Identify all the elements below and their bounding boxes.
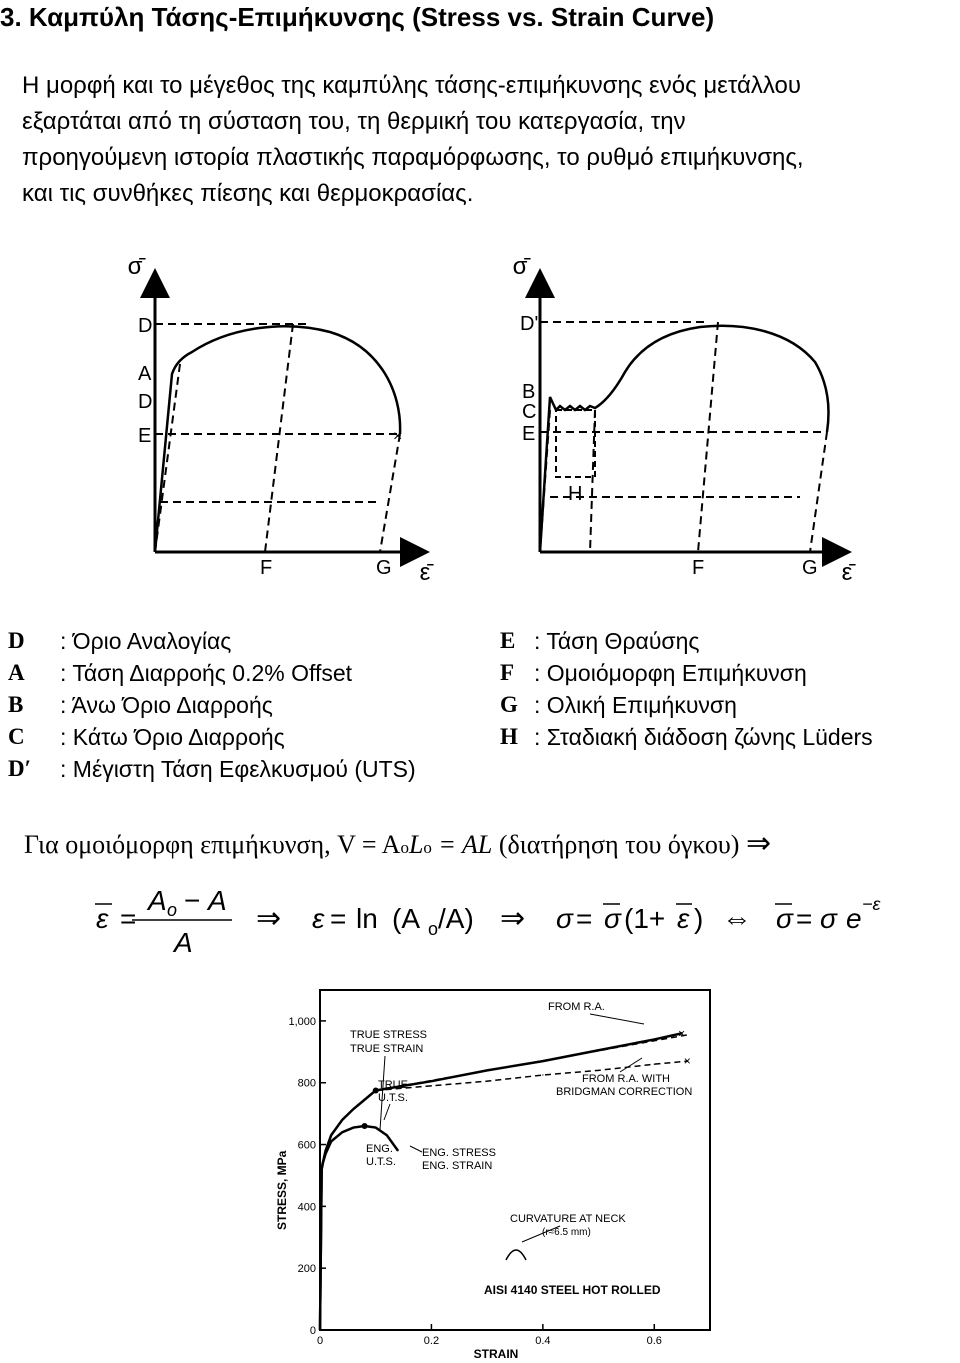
legend-text: : Μέγιστη Τάση Εφελκυσμού (UTS): [60, 756, 416, 782]
fracture-mark: ×: [678, 1026, 686, 1041]
eq-text: L: [408, 830, 424, 859]
intro-line: και τις συνθήκες πίεσης και θερμοκρασίας.: [22, 180, 474, 207]
frac-minus: −: [184, 885, 201, 916]
legend-key: D: [8, 628, 25, 653]
data-point: [342, 1132, 343, 1133]
data-point: [319, 1329, 320, 1330]
label-g: G: [802, 557, 818, 579]
annotation-curvature: CURVATURE AT NECK: [510, 1213, 626, 1225]
x-tick-label: 0.6: [646, 1335, 662, 1347]
y-axis-label: STRESS, MPa: [275, 1150, 289, 1230]
label-d-prime: D': [520, 313, 539, 335]
uts-point: [362, 1123, 368, 1129]
volume-statement: [24, 826, 771, 861]
data-point: [342, 1119, 343, 1120]
intro-paragraph: [22, 68, 942, 212]
data-point: [654, 1039, 655, 1040]
annotation-true-curve: TRUE STRAIN: [350, 1043, 424, 1055]
y-tick-label: 800: [297, 1077, 316, 1090]
eq-sub: o: [400, 838, 409, 857]
annotation-bridgman: BRIDGMAN CORRECTION: [556, 1086, 693, 1098]
leader-line: [590, 1014, 644, 1024]
data-point: [321, 1169, 322, 1170]
x-tick-label: 0.2: [423, 1335, 440, 1347]
data-point: [431, 1081, 432, 1082]
eq-sub: o: [423, 838, 432, 857]
intro-line: Η μορφή και το μέγεθος της καμπύλης τάσης-επιμήκυνσης ενός μετάλλου: [22, 72, 801, 99]
legend-text: : Ομοιόμορφη Επιμήκυνση: [534, 660, 807, 686]
label-g: G: [376, 557, 392, 579]
legend-text: : Σταδιακή διάδοση ζώνης Lüders: [534, 724, 873, 750]
sigma: σ: [556, 903, 573, 934]
data-point: [353, 1127, 354, 1128]
legend-key: E: [500, 628, 516, 653]
dashed-line: [155, 364, 180, 552]
y-tick-label: 400: [297, 1201, 316, 1214]
close-paren: ): [694, 903, 704, 934]
legend-key: A: [8, 660, 25, 685]
fracture-mark: ×: [683, 1054, 691, 1069]
sigma-bar: σ: [776, 903, 793, 934]
eps-bar: ε: [96, 903, 109, 934]
legend-text: : Ολική Επιμήκυνση: [534, 692, 737, 718]
label-f: F: [692, 557, 705, 579]
neck-sketch: [506, 1250, 526, 1260]
intro-line: εξαρτάται από τη σύσταση του, τη θερμική του κατεργασία, την: [22, 108, 686, 135]
annotation-eng-uts: U.T.S.: [366, 1156, 396, 1168]
legend-key: H: [500, 724, 518, 749]
fracture-mark: ×: [393, 428, 403, 445]
legend-text: : Κάτω Όριο Διαρροής: [60, 724, 285, 750]
leader-line: [620, 1058, 642, 1072]
annotation-eng-uts: ENG.: [366, 1143, 393, 1155]
label-c: C: [522, 401, 537, 423]
y-tick-label: 600: [297, 1139, 316, 1152]
legend-text: : Άνω Όριο Διαρροής: [60, 692, 273, 718]
data-point: [331, 1141, 332, 1142]
label-e: E: [138, 425, 152, 447]
exponent: −ε: [862, 894, 881, 914]
y-axis-label: σ̄: [512, 253, 528, 280]
label-h: H: [568, 483, 583, 505]
data-point: [353, 1108, 354, 1109]
luders-box: [556, 410, 595, 477]
x-axis-label: ε̄: [841, 559, 853, 586]
x-tick-label: 0.4: [535, 1335, 551, 1347]
ln-arg-open: (A: [392, 903, 420, 934]
data-point: [542, 1074, 543, 1075]
y-tick-label: 1,000: [288, 1015, 316, 1028]
legend-text: : Τάση Θραύσης: [534, 628, 700, 654]
label-d-prime: D': [138, 315, 157, 337]
legend-key: B: [8, 692, 24, 717]
data-point: [386, 1135, 387, 1136]
ln-arg-sub: o: [428, 919, 439, 939]
label-e: E: [522, 423, 536, 445]
eps: ε: [312, 903, 325, 934]
annotation-true-uts: U.T.S.: [378, 1092, 408, 1104]
legend-key: D′: [8, 756, 32, 781]
data-point: [397, 1150, 398, 1151]
dashed-line: [380, 434, 400, 552]
frac-den: A: [174, 927, 193, 958]
x-axis-label: ε̄: [419, 559, 431, 586]
dashed-line: [810, 432, 827, 552]
statement-eq2: = AL: [438, 830, 493, 859]
annotation-true-curve: TRUE STRESS: [350, 1029, 428, 1041]
leader-line: [410, 1146, 422, 1152]
dashed-line: [698, 322, 718, 552]
statement-prefix: Για ομοιόμορφη επιμήκυνση, V: [24, 830, 356, 859]
leader-line: [384, 1104, 390, 1120]
dashed-line: [265, 324, 293, 552]
data-point: [431, 1085, 432, 1086]
strain-formula: [0, 880, 960, 960]
annotation-bridgman: FROM R.A. WITH: [582, 1073, 670, 1085]
e: e: [846, 903, 862, 934]
annotation-from-ra: FROM R.A.: [548, 1001, 605, 1013]
sigma-bar: σ: [604, 903, 621, 934]
iff-symbol: ⇔: [722, 902, 752, 935]
implies-symbol: ⇒: [500, 902, 526, 935]
right-stress-strain-diagram: [490, 252, 870, 592]
label-f: F: [260, 557, 273, 579]
eq-text: = A: [361, 830, 401, 859]
equals: =: [576, 903, 593, 934]
equals: =: [796, 903, 813, 934]
data-point: [364, 1099, 365, 1100]
sigma: σ: [820, 903, 837, 934]
annotation-eng-curve: ENG. STRAIN: [422, 1160, 493, 1172]
ln: ln: [356, 903, 378, 934]
legend-text: : Τάση Διαρροής 0.2% Offset: [60, 660, 353, 686]
data-point: [487, 1081, 488, 1082]
data-point: [375, 1127, 376, 1128]
section-heading: 3. Καμπύλη Τάσης-Επιμήκυνσης (Stress vs. Strain Curve): [0, 2, 715, 32]
equals: =: [330, 903, 347, 934]
frac-num-b: A: [208, 885, 227, 916]
stress-curve: [540, 326, 829, 552]
data-point: [654, 1064, 655, 1065]
legend-text: : Όριο Αναλογίας: [60, 628, 232, 654]
ln-arg-close: /A): [438, 903, 474, 934]
annotation-curvature: (r≈6.5 mm): [542, 1227, 591, 1238]
equals: =: [120, 903, 137, 934]
true-vs-engineering-stress-chart: [260, 970, 720, 1360]
x-tick-label: 0: [316, 1335, 324, 1347]
stress-curve: [155, 326, 403, 552]
legend-key: F: [500, 660, 515, 685]
frac-num-a: A: [148, 885, 167, 916]
eps-bar: ε: [677, 903, 690, 934]
chart-title: AISI 4140 STEEL HOT ROLLED: [484, 1283, 661, 1297]
label-d: D: [138, 391, 153, 413]
data-point: [325, 1150, 326, 1151]
y-axis-label: σ̄: [127, 253, 143, 280]
intro-line: προηγούμενη ιστορία πλαστικής παραμόρφωσης, το ρυθμό επιμήκυνσης,: [22, 144, 804, 171]
legend-key: G: [500, 692, 518, 717]
data-point: [598, 1070, 599, 1071]
annotation-eng-curve: ENG. STRESS: [422, 1147, 496, 1159]
y-tick-label: 0: [309, 1325, 316, 1337]
data-point: [331, 1135, 332, 1136]
legend-key: C: [8, 724, 25, 749]
data-point: [322, 1162, 323, 1163]
one-plus: (1+: [624, 903, 666, 934]
left-stress-strain-diagram: [110, 252, 440, 592]
frac-num-sub: o: [167, 900, 178, 920]
label-b: B: [522, 381, 536, 403]
label-a: A: [138, 363, 152, 385]
y-tick-label: 200: [297, 1263, 316, 1276]
implies-symbol: ⇒: [745, 827, 772, 860]
statement-suffix: (διατήρηση του όγκου): [498, 830, 740, 859]
implies-symbol: ⇒: [256, 902, 282, 935]
statement-eq1: [362, 830, 432, 859]
annotation-true-uts: TRUE: [378, 1079, 408, 1091]
x-axis-label: STRAIN: [473, 1347, 519, 1360]
